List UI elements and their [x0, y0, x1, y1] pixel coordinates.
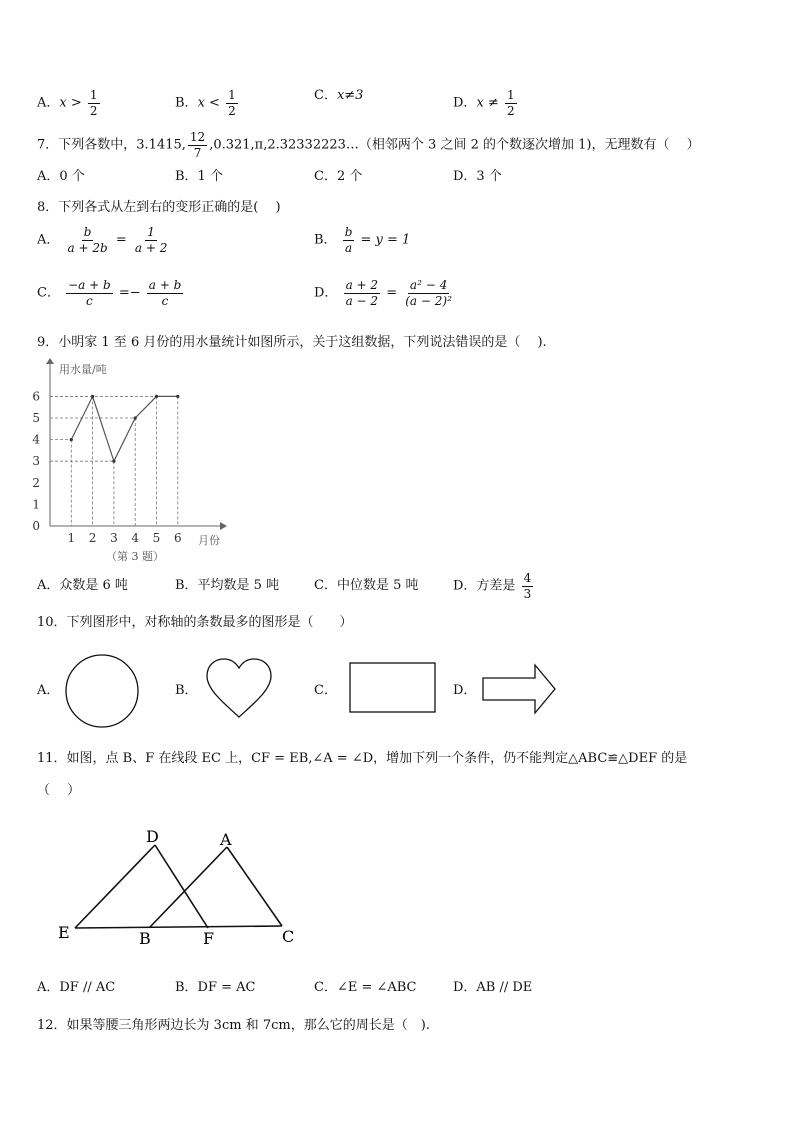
q9-option-a: A．众数是 6 吨 — [37, 578, 128, 593]
y-tick-label: 1 — [32, 497, 40, 512]
q8-option-b: B． $\frac{b}{a}$ = y = 1 — [314, 225, 411, 255]
data-point — [70, 438, 73, 441]
q12-stem: 12．如果等腰三角形两边长为 3cm 和 7cm，那么它的周长是（ ). — [37, 1018, 430, 1033]
q10-option-a-label: A． — [37, 683, 60, 698]
q11-stem-blank: （ ） — [37, 783, 81, 798]
label-f: F — [203, 929, 215, 948]
q10-option-c-label: C． — [314, 683, 337, 698]
q11-option-c: C．∠E = ∠ABC — [314, 980, 417, 995]
circle-shape — [60, 652, 144, 732]
x-tick-label: 2 — [88, 531, 97, 545]
y-tick-label: 6 — [32, 389, 40, 404]
q10-option-d-label: D． — [453, 683, 477, 698]
q9-option-d: D．方差是 $\frac{4}{3}$ — [453, 571, 532, 601]
data-point — [176, 395, 179, 398]
q7-option-c: C．2 个 — [314, 169, 363, 184]
water-usage-chart — [30, 358, 240, 568]
chart-caption: （第 3 题） — [106, 550, 164, 563]
q11-option-d: D．AB // DE — [453, 980, 533, 995]
q6-option-d: D．x ≠ $\frac{1}{2}$ — [453, 88, 515, 118]
series-line — [71, 396, 178, 461]
label-b: B — [139, 929, 151, 948]
q7-stem: 7．下列各数中，3.1415, $\frac{12}{7}$ ,0.321,π,2.32332223…（相邻两个 3 之间 2 的个数逐次增加 1)，无理数有（ ） — [37, 130, 700, 160]
data-point — [134, 416, 137, 419]
q9-option-b: B．平均数是 5 吨 — [175, 578, 280, 593]
x-axis-label: 月份 — [198, 534, 220, 547]
q7-option-a: A．0 个 — [37, 169, 85, 184]
q8-stem: 8．下列各式从左到右的变形正确的是( ) — [37, 200, 281, 215]
x-tick-label: 5 — [152, 531, 161, 545]
q8-option-d: D． $\frac{a + 2}{a - 2}$ = $\frac{\text{a² − 4}}{\text{(a − 2)²}}$ — [314, 278, 452, 308]
x-tick-label: 4 — [131, 531, 140, 545]
q10-stem: 10．下列图形中，对称轴的条数最多的图形是（ ） — [37, 615, 353, 630]
q6-option-c: C．x≠3 — [314, 88, 364, 103]
x-tick-label: 3 — [110, 531, 118, 545]
heart-shape — [203, 656, 275, 722]
x-tick-label: 6 — [173, 531, 182, 545]
q11-stem: 11．如图，点 B、F 在线段 EC 上，CF = EB,∠A = ∠D，增加下列一个条件，仍不能判定△ABC≌△DEF 的是 — [37, 751, 688, 766]
q6-option-a: A．x > $\frac{1}{2}$ — [37, 88, 98, 118]
y-axis-label: 用水量/吨 — [59, 363, 107, 376]
triangles-figure — [50, 822, 310, 952]
data-point — [112, 460, 115, 463]
q8-option-c: C． $\frac{-a + b}{c}$ =− $\frac{a + b}{c}$ — [37, 278, 182, 308]
label-a: A — [220, 830, 232, 849]
q9-stem: 9．小明家 1 至 6 月份的用水量统计如图所示，关于这组数据，下列说法错误的是（ ). — [37, 335, 547, 350]
q6-option-b: B．x < $\frac{1}{2}$ — [175, 88, 236, 118]
q10-option-b-label: B． — [175, 683, 198, 698]
q7-option-b: B．1 个 — [175, 169, 223, 184]
y-tick-label: 5 — [32, 411, 40, 425]
label-e: E — [58, 923, 70, 942]
label-c: C — [282, 927, 295, 946]
rectangle-shape — [346, 660, 440, 716]
arrow-shape — [478, 662, 560, 718]
y-tick-label: 4 — [32, 432, 40, 447]
y-axis-arrow — [46, 358, 54, 364]
data-point — [91, 395, 94, 398]
q7-option-d: D．3 个 — [453, 169, 502, 184]
label-d: D — [146, 827, 159, 846]
q11-option-a: A．DF // AC — [37, 980, 116, 995]
x-tick-label: 1 — [67, 531, 76, 545]
y-tick-label: 2 — [32, 475, 40, 490]
y-tick-label: 3 — [32, 454, 40, 469]
q9-option-c: C．中位数是 5 吨 — [314, 578, 419, 593]
data-point — [155, 395, 158, 398]
y-tick-label: 0 — [32, 519, 40, 533]
q11-option-b: B．DF = AC — [175, 980, 256, 995]
q8-option-a: A． $\frac{b}{a + 2b}$ = $\frac{1}{a + 2}$ — [37, 225, 168, 255]
x-axis-arrow — [220, 522, 227, 530]
